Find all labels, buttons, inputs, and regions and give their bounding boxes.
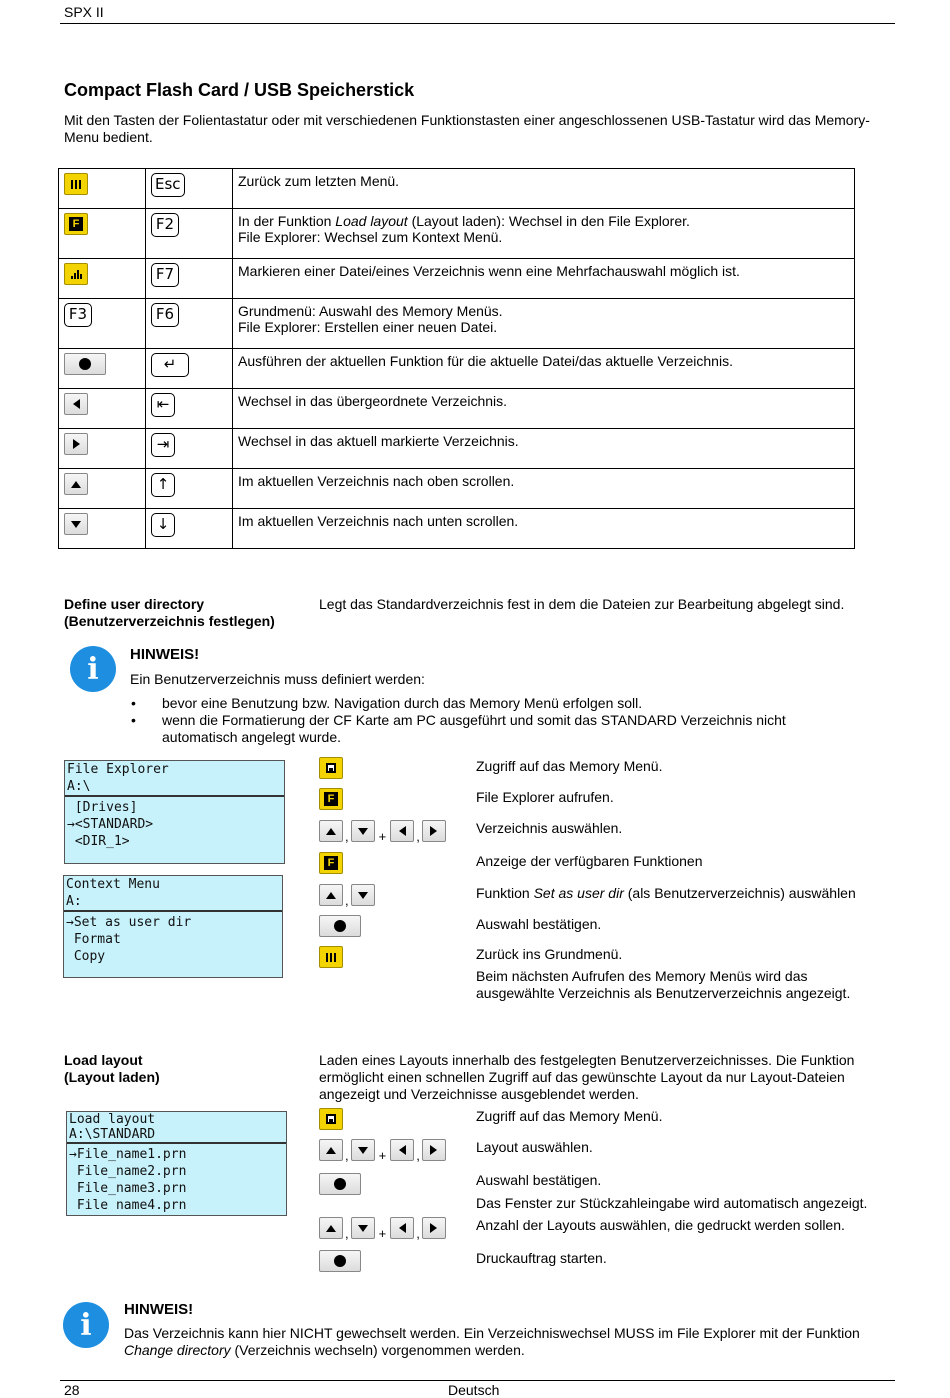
note-title: HINWEIS! xyxy=(124,1301,194,1318)
step-text: Druckauftrag starten. xyxy=(476,1250,607,1266)
f6-key-icon: F6 xyxy=(151,303,179,327)
step-text: Verzeichnis auswählen. xyxy=(476,820,623,836)
down-key-icon xyxy=(351,1139,375,1161)
key-desc: Im aktuellen Verzeichnis nach oben scrollen. xyxy=(238,473,515,489)
lcd-load-layout: Load layout A:\STANDARD →File_name1.prn File_name2.prn File_name3.prn File name4.prn xyxy=(66,1111,287,1216)
table-row xyxy=(59,259,855,299)
step-text: Das Fenster zur Stückzahleingabe wird automatisch angezeigt. xyxy=(476,1195,868,1211)
left-key-icon xyxy=(64,393,88,415)
step-text: Zurück ins Grundmenü. xyxy=(476,946,623,962)
info-icon: i xyxy=(63,1302,109,1348)
back-arrow-key-icon: ⇤ xyxy=(151,393,175,417)
step-text: Beim nächsten Aufrufen des Memory Menüs wird das ausgewählte Verzeichnis als Benutzerverzeichnis angezeigt. xyxy=(476,968,851,1001)
function-key-icon: F xyxy=(319,788,343,810)
up-key-icon xyxy=(64,473,88,495)
right-key-icon xyxy=(422,820,446,842)
key-desc: Wechsel in das aktuell markierte Verzeichnis. xyxy=(238,433,519,449)
table-row xyxy=(59,169,855,209)
step-text: Anzahl der Layouts auswählen, die gedruckt werden sollen. xyxy=(476,1217,845,1233)
right-key-icon xyxy=(64,433,88,455)
key-desc: File Explorer: Wechsel zum Kontext Menü. xyxy=(238,229,503,245)
down-arrow-key-icon: ↓ xyxy=(151,513,175,537)
load-layout-label: Load layout (Layout laden) xyxy=(64,1052,160,1085)
list-item: • bevor eine Benutzung bzw. Navigation durch das Memory Menü erfolgen soll. xyxy=(130,695,850,712)
step-text: Auswahl bestätigen. xyxy=(476,916,602,932)
note-bullets xyxy=(130,695,850,746)
key-desc: Ausführen der aktuellen Funktion für die aktuelle Datei/das aktuelle Verzeichnis. xyxy=(238,353,733,369)
note-title: HINWEIS! xyxy=(130,646,200,663)
down-key-icon xyxy=(351,820,375,842)
up-key-icon xyxy=(319,1139,343,1161)
arrow-keys-group: , + , xyxy=(319,1217,446,1239)
step-text: File Explorer aufrufen. xyxy=(476,789,614,805)
left-key-icon xyxy=(390,820,414,842)
key-desc: File Explorer: Erstellen einer neuen Datei. xyxy=(238,319,498,335)
table-row xyxy=(59,509,855,549)
enter-key-icon xyxy=(319,915,361,937)
enter-key-icon xyxy=(319,1250,361,1272)
down-key-icon xyxy=(64,513,88,535)
load-layout-desc: Laden eines Layouts innerhalb des festgelegten Benutzerverzeichnisses. Die Funktion ermöglicht einen schnellen Zugriff auf das gewünschte Layout da nur Layout-Dateien angezeigt und Verzeichnisse ausgeblendet werden. xyxy=(319,1052,855,1102)
table-row xyxy=(59,469,855,509)
function-key-icon: F xyxy=(64,213,88,235)
f3-key-icon: F3 xyxy=(64,303,92,327)
footer-rule xyxy=(60,1380,895,1381)
key-desc: Zurück zum letzten Menü. xyxy=(238,173,400,189)
menu-key-icon xyxy=(319,946,343,968)
key-desc: Wechsel in das übergeordnete Verzeichnis. xyxy=(238,393,508,409)
esc-key-icon: Esc xyxy=(151,173,185,197)
menu-key-icon xyxy=(64,173,88,195)
step-text: Anzeige der verfügbaren Funktionen xyxy=(476,853,703,869)
enter-key-icon xyxy=(319,1173,361,1195)
key-desc: Im aktuellen Verzeichnis nach unten scrollen. xyxy=(238,513,519,529)
forward-arrow-key-icon: ⇥ xyxy=(151,433,175,457)
lcd-context-menu: Context Menu A: →Set as user dir Format Copy xyxy=(63,875,283,978)
footer-language: Deutsch xyxy=(448,1382,500,1398)
table-row xyxy=(59,349,855,389)
define-dir-label: Define user directory (Benutzerverzeichnis festlegen) xyxy=(64,596,275,629)
document-header: SPX II xyxy=(64,4,104,20)
table-row xyxy=(59,389,855,429)
up-key-icon xyxy=(319,884,343,906)
define-dir-desc: Legt das Standardverzeichnis fest in dem die Dateien zur Bearbeitung abgelegt sind. xyxy=(319,596,845,612)
step-text: Layout auswählen. xyxy=(476,1139,593,1155)
down-key-icon xyxy=(351,884,375,906)
step-text: Funktion Set as user dir (als Benutzerverzeichnis) auswählen xyxy=(476,885,856,901)
up-key-icon xyxy=(319,820,343,842)
key-table xyxy=(58,168,855,549)
f2-key-icon: F2 xyxy=(151,213,179,237)
note-text: Das Verzeichnis kann hier NICHT gewechselt werden. Ein Verzeichniswechsel MUSS im File Explorer mit der Funktion Change directory (Verzeichnis wechseln) vorgenommen werden. xyxy=(124,1325,860,1358)
lcd-file-explorer: File Explorer A:\ [Drives] →<STANDARD> <DIR_1> xyxy=(64,760,285,864)
arrow-keys-group: , + , xyxy=(319,1139,446,1161)
f7-key-icon: F7 xyxy=(151,263,179,287)
up-down-keys-group: , xyxy=(319,884,375,906)
note-text: Ein Benutzerverzeichnis muss definiert werden: xyxy=(130,671,425,687)
feed-key-icon xyxy=(64,263,88,285)
page-number: 28 xyxy=(64,1382,80,1398)
right-key-icon xyxy=(422,1139,446,1161)
up-key-icon xyxy=(319,1217,343,1239)
section-title: Compact Flash Card / USB Speicherstick xyxy=(64,80,415,100)
table-row xyxy=(59,429,855,469)
key-desc: In der Funktion Load layout (Layout laden): Wechsel in den File Explorer. xyxy=(238,213,690,229)
table-row xyxy=(59,299,855,349)
memory-key-icon xyxy=(319,757,343,779)
info-icon: i xyxy=(70,646,116,692)
step-text: Auswahl bestätigen. xyxy=(476,1172,602,1188)
left-key-icon xyxy=(390,1217,414,1239)
up-arrow-key-icon: ↑ xyxy=(151,473,175,497)
function-key-icon: F xyxy=(319,852,343,874)
right-key-icon xyxy=(422,1217,446,1239)
left-key-icon xyxy=(390,1139,414,1161)
intro-text: Mit den Tasten der Folientastatur oder mit verschiedenen Funktionstasten einer angeschlossenen USB-Tastatur wird das Memory-Menu bedient. xyxy=(64,112,870,145)
header-rule xyxy=(60,23,895,24)
table-row xyxy=(59,209,855,259)
step-text: Zugriff auf das Memory Menü. xyxy=(476,1108,663,1124)
key-desc: Markieren einer Datei/eines Verzeichnis wenn eine Mehrfachauswahl möglich ist. xyxy=(238,263,740,279)
arrow-keys-group: , + , xyxy=(319,820,446,842)
list-item: • wenn die Formatierung der CF Karte am PC ausgeführt und somit das STANDARD Verzeichnis nicht automatisch angelegt wurde. xyxy=(130,712,850,746)
memory-key-icon xyxy=(319,1108,343,1130)
key-desc: Grundmenü: Auswahl des Memory Menüs. xyxy=(238,303,503,319)
step-text: Zugriff auf das Memory Menü. xyxy=(476,758,663,774)
return-key-icon: ↵ xyxy=(151,353,189,377)
enter-key-icon xyxy=(64,353,106,375)
down-key-icon xyxy=(351,1217,375,1239)
